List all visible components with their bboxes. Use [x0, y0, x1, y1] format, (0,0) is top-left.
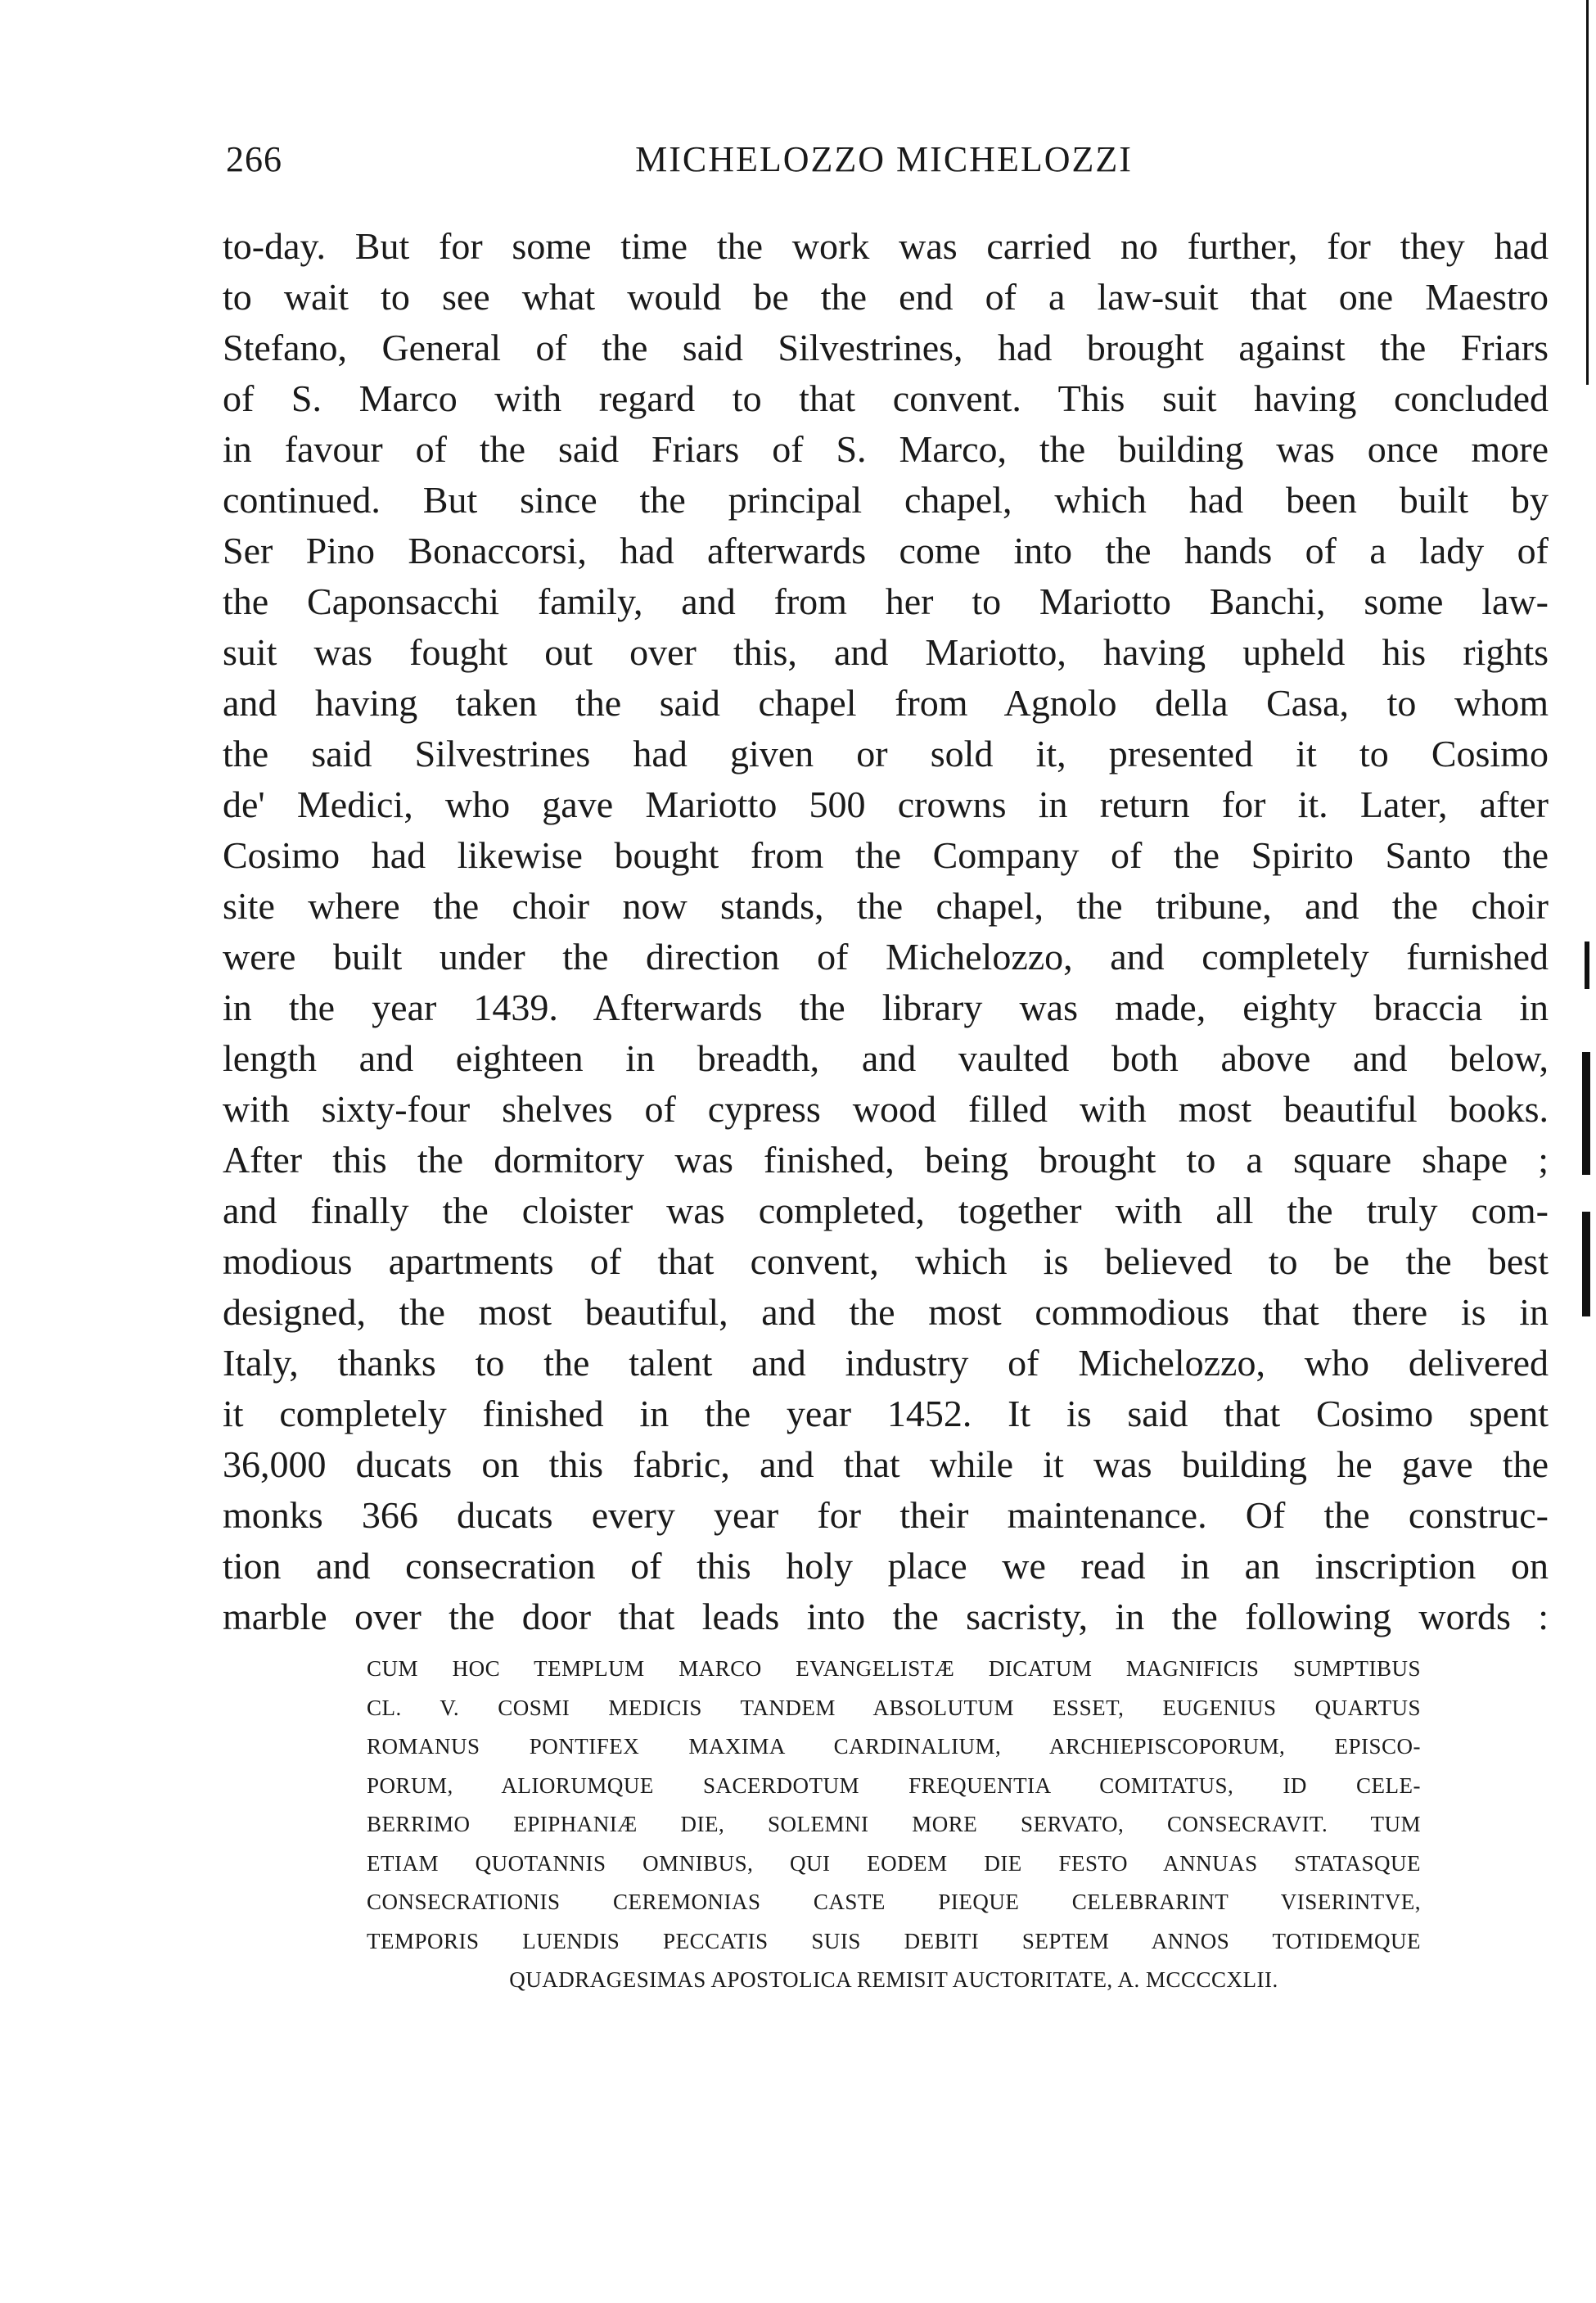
inscription-line: CONSECRATIONIS CEREMONIAS CASTE PIEQUE CELEBRARINT VISERINTVE,	[367, 1890, 1421, 1914]
inscription-line: CUM HOC TEMPLUM MARCO EVANGELISTÆ DICATUM MAGNIFICIS SUMPTIBUS	[367, 1656, 1421, 1681]
text-line: in favour of the said Friars of S. Marco, the building was once more	[223, 428, 1549, 470]
text-line: de' Medici, who gave Mariotto 500 crowns in return for it. Later, after	[223, 783, 1549, 825]
text-line: suit was fought out over this, and Mariotto, having upheld his rights	[223, 631, 1549, 673]
text-line: in the year 1439. Afterwards the library was made, eighty braccia in	[223, 987, 1549, 1028]
inscription-line: BERRIMO EPIPHANIÆ DIE, SOLEMNI MORE SERVATO, CONSECRAVIT. TUM	[367, 1812, 1421, 1836]
right-margin-rule-top	[1586, 0, 1589, 385]
text-line: site where the choir now stands, the chapel, the tribune, and the choir	[223, 885, 1549, 927]
text-line: designed, the most beautiful, and the most commodious that there is in	[223, 1291, 1549, 1333]
text-line: with sixty-four shelves of cypress wood filled with most beautiful books.	[223, 1088, 1549, 1130]
text-line: and finally the cloister was completed, together with all the truly com-	[223, 1190, 1549, 1231]
text-line: Stefano, General of the said Silvestrines, had brought against the Friars	[223, 327, 1549, 368]
page-number: 266	[226, 139, 282, 179]
text-line: of S. Marco with regard to that convent. This suit having concluded	[223, 377, 1549, 419]
text-line: the Caponsacchi family, and from her to Mariotto Banchi, some law-	[223, 580, 1549, 622]
page-header	[226, 131, 1542, 196]
text-line: tion and consecration of this holy place we read in an inscription on	[223, 1545, 1549, 1587]
text-line: were built under the direction of Michelozzo, and completely furnished	[223, 936, 1549, 978]
text-line: continued. But since the principal chapel, which had been built by	[223, 479, 1549, 521]
text-line: Italy, thanks to the talent and industry of Michelozzo, who delivered	[223, 1342, 1549, 1384]
text-line: After this the dormitory was finished, being brought to a square shape ;	[223, 1139, 1549, 1181]
text-line: the said Silvestrines had given or sold it, presented it to Cosimo	[223, 733, 1549, 774]
inscription-line: ROMANUS PONTIFEX MAXIMA CARDINALIUM, ARCHIEPISCOPORUM, EPISCO-	[367, 1734, 1421, 1759]
text-line: Cosimo had likewise bought from the Company of the Spirito Santo the	[223, 834, 1549, 876]
text-line: Ser Pino Bonaccorsi, had afterwards come into the hands of a lady of	[223, 530, 1549, 571]
text-line: to wait to see what would be the end of a law-suit that one Maestro	[223, 276, 1549, 318]
right-margin-mark-1	[1585, 942, 1589, 989]
right-margin-mark-3	[1582, 1212, 1590, 1316]
text-line: and having taken the said chapel from Agnolo della Casa, to whom	[223, 682, 1549, 724]
right-margin-mark-2	[1582, 1052, 1590, 1175]
running-head: MICHELOZZO MICHELOZZI	[635, 139, 1133, 179]
inscription-line: ETIAM QUOTANNIS OMNIBUS, QUI EODEM DIE FESTO ANNUAS STATASQUE	[367, 1850, 1421, 1876]
text-line: it completely finished in the year 1452. It is said that Cosimo spent	[223, 1393, 1549, 1434]
body-paragraph	[223, 221, 1549, 1642]
inscription-line: PORUM, ALIORUMQUE SACERDOTUM FREQUENTIA COMITATUS, ID CELE-	[367, 1772, 1421, 1798]
text-line: marble over the door that leads into the sacristy, in the following words :	[223, 1596, 1549, 1637]
text-line: 36,000 ducats on this fabric, and that while it was building he gave the	[223, 1443, 1549, 1485]
text-line: monks 366 ducats every year for their maintenance. Of the construc-	[223, 1494, 1549, 1536]
text-line: modious apartments of that convent, which is believed to be the best	[223, 1240, 1549, 1282]
inscription-line: CL. V. COSMI MEDICIS TANDEM ABSOLUTUM ESSET, EUGENIUS QUARTUS	[367, 1695, 1421, 1720]
text-line: to-day. But for some time the work was carried no further, for they had	[223, 225, 1549, 267]
inscription-line: TEMPORIS LUENDIS PECCATIS SUIS DEBITI SEPTEM ANNOS TOTIDEMQUE	[367, 1928, 1421, 1953]
inscription-line: QUADRAGESIMAS APOSTOLICA REMISIT AUCTORITATE, A. MCCCCXLII.	[509, 1967, 1278, 1992]
text-line: length and eighteen in breadth, and vaulted both above and below,	[223, 1037, 1549, 1079]
inscription-block	[367, 1650, 1421, 2000]
